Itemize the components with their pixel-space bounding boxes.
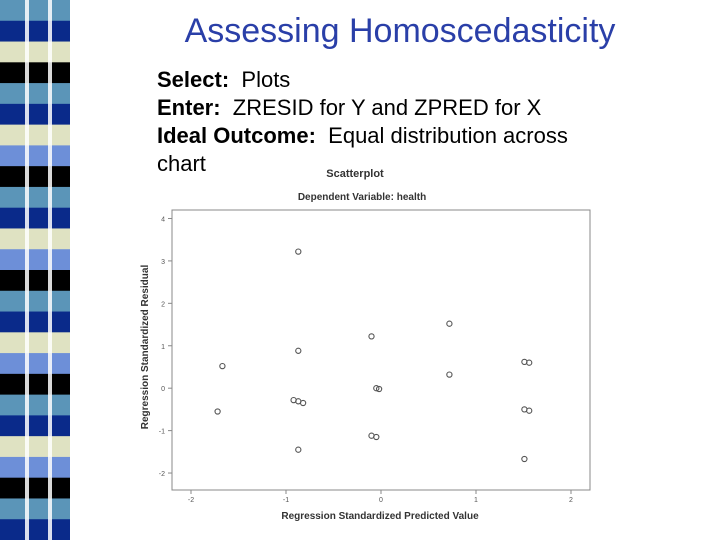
enter-value: ZRESID for Y and ZPRED for X	[232, 95, 542, 120]
slide-title: Assessing Homoscedasticity	[184, 12, 616, 50]
strip-segment	[0, 498, 70, 519]
strip-segment	[0, 21, 70, 42]
enter-line	[157, 94, 568, 122]
strip-segment	[0, 42, 70, 63]
strip-segment	[0, 270, 70, 291]
strip-segment	[0, 332, 70, 353]
chart-title: Scatterplot	[326, 168, 384, 180]
strip-segment	[0, 83, 70, 104]
x-tick-label: -2	[187, 497, 195, 504]
y-tick-label: 1	[161, 343, 165, 351]
select-label: Select:	[157, 67, 230, 92]
strip-segment	[0, 104, 70, 125]
enter-label: Enter:	[157, 95, 221, 120]
y-tick-label: 3	[161, 258, 165, 266]
strip-segment	[0, 312, 70, 333]
strip-segment	[0, 291, 70, 312]
strip-segment	[0, 478, 70, 499]
strip-segment	[0, 125, 70, 146]
strip-divider	[48, 0, 52, 540]
x-axis-label: Regression Standardized Predicted Value	[281, 511, 479, 522]
strip-segment	[0, 436, 70, 457]
y-tick-label: -1	[158, 428, 165, 436]
select-line	[157, 66, 568, 94]
y-tick-label: 4	[161, 216, 165, 224]
strip-segment	[0, 457, 70, 478]
strip-segment	[0, 519, 70, 540]
x-tick-label: 2	[569, 497, 573, 504]
decorative-color-strip	[0, 0, 70, 540]
strip-segment	[0, 395, 70, 416]
y-tick-label: -2	[158, 471, 165, 479]
x-tick-label: -1	[282, 497, 290, 504]
strip-segment	[0, 0, 70, 21]
scatterplot-chart	[130, 160, 600, 530]
strip-segment	[0, 374, 70, 395]
chart-subtitle: Dependent Variable: health	[297, 192, 427, 203]
strip-segment	[0, 166, 70, 187]
x-tick-label: 1	[474, 497, 478, 504]
strip-segment	[0, 228, 70, 249]
plot-area	[172, 210, 590, 490]
y-tick-label: 2	[161, 301, 165, 309]
select-value: Plots	[241, 67, 291, 92]
strip-segment	[0, 145, 70, 166]
outcome-value-continued: chart	[157, 151, 206, 176]
outcome-label: Ideal Outcome:	[157, 123, 316, 148]
strip-divider	[25, 0, 29, 540]
y-axis-label: Regression Standardized Residual	[140, 264, 151, 430]
outcome-value: Equal distribution across	[328, 123, 568, 148]
strip-segment	[0, 249, 70, 270]
y-tick-label: 0	[161, 386, 165, 394]
strip-segment	[0, 353, 70, 374]
strip-segment	[0, 62, 70, 83]
strip-segment	[0, 208, 70, 229]
x-tick-label: 0	[379, 497, 383, 504]
strip-segment	[0, 187, 70, 208]
strip-segment	[0, 415, 70, 436]
outcome-line	[157, 122, 568, 150]
